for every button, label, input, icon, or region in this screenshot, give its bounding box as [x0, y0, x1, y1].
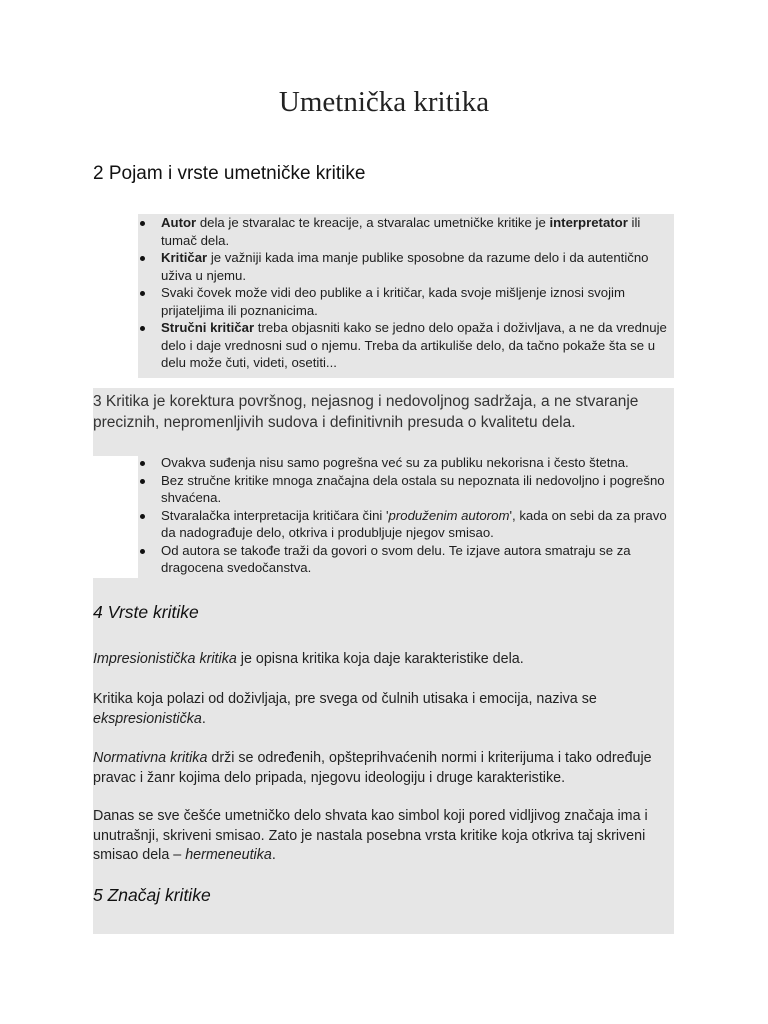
list-item: Stvaralačka interpretacija kritičara čini 'produženim autorom', kada on sebi da za pravo da nadograđuje delo, otkriva i produbljuje njegov smisao.	[93, 507, 676, 542]
section2-heading: 2 Pojam i vrste umetničke kritike	[93, 163, 366, 184]
list-item: Svaki čovek može vidi deo publike a i kritičar, kada svoje mišljenje iznosi svojim prijateljima ili poznanicima.	[93, 284, 671, 319]
section5-heading: 5 Značaj kritike	[93, 885, 211, 905]
paragraph-impresionisticka: Impresionistička kritika je opisna kritika koja daje karakteristike dela.	[93, 651, 524, 667]
list-item: Stručni kritičar treba objasniti kako se jedno delo opaža i doživljava, a ne da vrednuje delo i daje vrednosni sud o njemu. Treba da artikuliše delo, da tačno pokaže šta se u delu može čuti, videti, osetiti...	[93, 319, 671, 372]
list-item: Ovakva suđenja nisu samo pogrešna već su za publiku nekorisna i često štetna.	[93, 454, 676, 472]
list-item: Bez stručne kritike mnoga značajna dela ostala su nepoznata ili nedovoljno i pogrešno shvaćena.	[93, 472, 676, 507]
list-item: Od autora se takođe traži da govori o svom delu. Te izjave autora smatraju se za dragocena svedočanstva.	[93, 542, 676, 577]
list-item: Autor dela je stvaralac te kreacije, a stvaralac umetničke kritike je interpretator ili tumač dela.	[93, 214, 671, 249]
document-title: Umetnička kritika	[278, 86, 490, 118]
section3-bullet-list	[93, 454, 676, 577]
paragraph-hermeneutika: Danas se sve češće umetničko delo shvata kao simbol koji pored vidljivog značaja ima i unutrašnji, skriveni smisao. Zato je nastala posebna vrsta kritike koja otkriva taj skriveni smisao dela – hermeneutika.	[93, 808, 648, 863]
section2-bullet-list	[93, 214, 671, 372]
section4-heading: 4 Vrste kritike	[93, 602, 199, 622]
section3-paragraph: 3 Kritika je korektura površnog, nejasnog i nedovoljnog sadržaja, a ne stvaranje preciznih, nepromenljivih sudova i definitivnih presuda o kvalitetu dela.	[93, 393, 639, 431]
paragraph-normativna: Normativna kritika drži se određenih, opšteprihvaćenih normi i kriterijuma i tako određuje pravac i žanr kojima delo pripada, njegovu ideologiju i druge karakteristike.	[93, 750, 652, 786]
paragraph-ekspresionisticka: Kritika koja polazi od doživljaja, pre svega od čulnih utisaka i emocija, naziva se ekspresionistička.	[93, 691, 597, 727]
list-item: Kritičar je važniji kada ima manje publike sposobne da razume delo i da autentično uživa u njemu.	[93, 249, 671, 284]
